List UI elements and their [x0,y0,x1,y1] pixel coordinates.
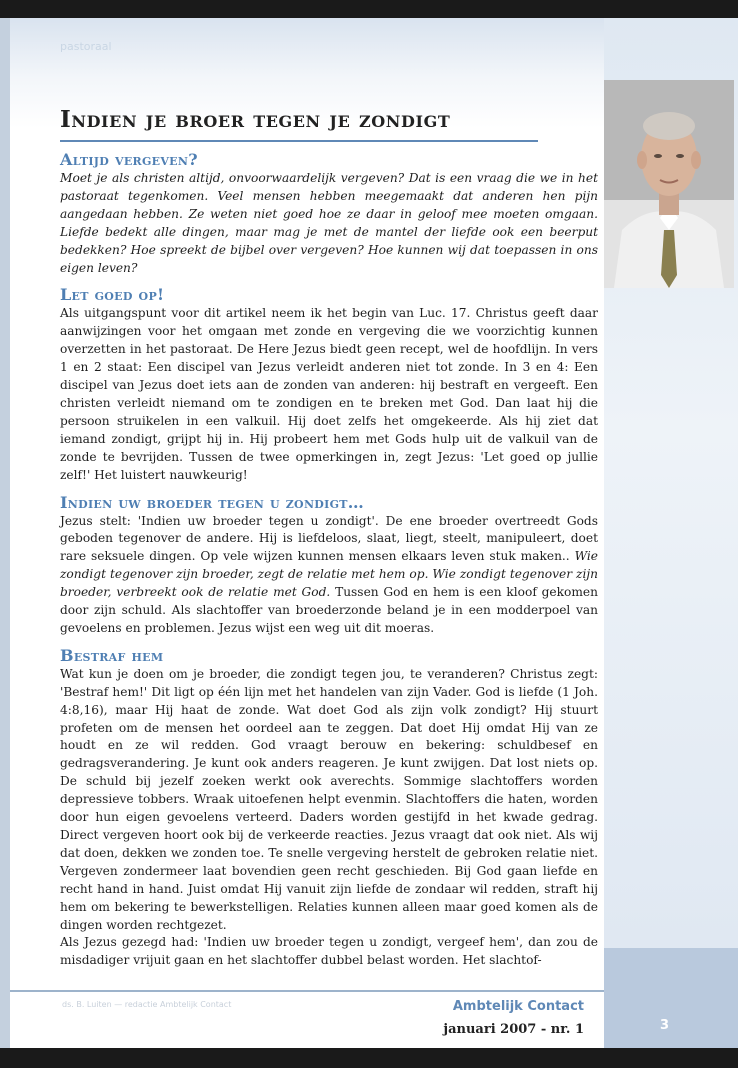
footer-issue: januari 2007 - nr. 1 [443,1022,584,1037]
section3-paragraph: Wat kun je doen om je broeder, die zondigt tegen jou, te veranderen? Christus zegt: 'Bestraf hem!' Dit ligt op één lijn met het handelen van zijn Vader. God is liefde (1 Joh. 4:8,16), maar Hij haat de zonde. Wat doet God als zijn volk zondigt? Hij stuurt profeten om de mensen het oordeel aan te zeggen. Dat doet Hij omdat Hij van ze houdt en ze wil redden. God vraagt berouw en bekering: schuldbesef en gedragsverandering. Je kunt ook anders reageren. Je kunt zwijgen. Dat lost niets op. De schuld bij jezelf zoeken werkt ook averechts. Sommige slachtoffers worden depressieve tobbers. Wraak uitoefenen helpt evenmin. Slachtoffers die haten, worden door hun eigen gevoelens verteerd. Daders worden gestijfd in het kwade gedrag. Direct vergeven hoort ook bij de verkeerde reacties. Jezus vraagt dat ook niet. Als wij dat doen, dekken we zonden toe. Te snelle vergeving herstelt de gebroken relatie niet. Vergeven zondermeer laat bovendien geen recht geschieden. Bij God gaan liefde en recht hand in hand. Juist omdat Hij vanuit zijn liefde de zondaar wil redden, straft hij hem om bekering te bewerkstelligen. Relaties kunnen alleen maar goed komen als de dingen worden rechtgezet. [60,666,598,932]
section-let-goed-op [60,285,598,484]
section3-paragraph-2: Als Jezus gezegd had: 'Indien uw broeder tegen u zondigt, vergeef hem', dan zou de misdadiger vrijuit gaan en het slachtoffer dubbel belast worden. Het slachtof- [60,935,598,968]
top-border [0,0,738,18]
page-number: 3 [660,1018,670,1033]
footer-small-text: ds. B. Luiten — redactie Ambtelijk Contact [62,1000,232,1009]
section1-heading: Let goed op! [60,285,165,305]
footer-rule [10,990,604,992]
article-title: Indien je broer tegen je zondigt [60,106,451,133]
section1-paragraph: Als uitgangspunt voor dit artikel neem ik het begin van Luc. 17. Christus geeft daar aanwijzingen voor het omgaan met zonde en vergeving die we voorzichtig kunnen overzetten in het pastoraat. De Here Jezus biedt geen recept, wel de hoofdlijn. In vers 1 en 2 staat: Een discipel van Jezus verleidt anderen niet tot zonde. In 3 en 4: Een discipel van Jezus doet iets aan de zonden van anderen: hij bestraft en vergeeft. Een christen verleidt niemand om te zondigen en te breken met God. Dan laat hij die persoon struikelen in een valkuil. Hij doet zelfs het omgekeerde. Als hij ziet dat iemand zondigt, grijpt hij in. Hij probeert hem met Gods hulp uit de valkuil van de zonde te bevrijden. Tussen de twee opmerkingen in, zegt Jezus: 'Let goed op jullie zelf!' Het luistert nauwkeurig! [60,306,598,482]
section2-heading: Indien uw broeder tegen u zondigt… [60,492,365,512]
article-body [60,150,598,970]
section-bestraf-hem [60,646,598,970]
section3-heading: Bestraf hem [60,645,164,665]
bottom-border [0,1048,738,1068]
header-label: pastoraal [60,40,112,53]
section-indien-uw-broeder [60,493,598,638]
section2-italic-quote: Wie zondigt tegenover zijn broeder, zegt de relatie met hem op. Wie zondigt tegenover zijn broeder, verbreekt ook de relatie met God. [60,549,599,600]
author-photo [604,80,734,288]
section2-text-b: Tussen God en hem is een kloof gekomen door zijn schuld. Als slachtoffer van broederzonde beland je in een modderpoel van gevoelens en problemen. Jezus wijst een weg uit dit moeras. [60,585,598,635]
section2-text-a: Jezus stelt: 'Indien uw broeder tegen u zondigt'. De ene broeder overtreedt Gods geboden tegenover de andere. Hij is liefdeloos, slaat, liegt, steelt, manipuleert, doet rare seksuele dingen. Op vele wijzen kunnen mensen elkaars leven stuk maken.. [60,513,598,564]
intro-heading: Altijd vergeven? [60,150,198,169]
intro-paragraph: Moet je als christen altijd, onvoorwaardelijk vergeven? Dat is een vraag die we in het pastoraat tegenkomen. Veel mensen hebben meegemaakt dat anderen hen pijn aangedaan hebben. Ze weten niet goed hoe ze daar in geloof mee moeten omgaan. Liefde bedekt alle dingen, maar mag je met de mantel der liefde ook een beerput bedekken? Hoe spreekt de bijbel over vergeven? Hoe kunnen wij dat toepassen in ons eigen leven? [60,171,598,275]
author-portrait-image [604,80,734,288]
title-underline [60,140,538,142]
footer-magazine-name: Ambtelijk Contact [452,999,584,1014]
left-margin-strip [0,18,10,1048]
footer-side-block [604,948,738,1048]
section2-paragraph [60,513,598,638]
